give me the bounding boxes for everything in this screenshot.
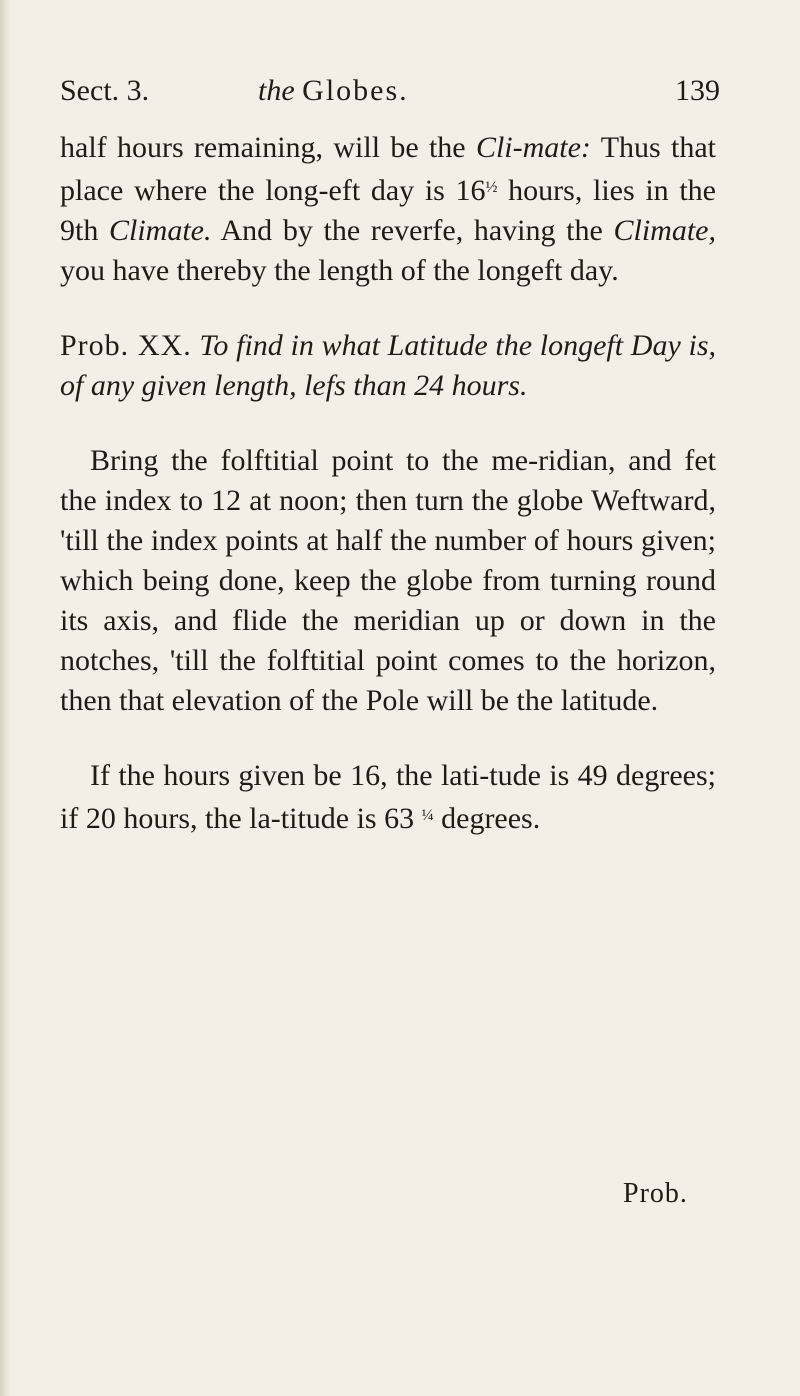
problem-label: Prob. XX. bbox=[60, 329, 192, 362]
p1-climate-word-1: Cli-mate: bbox=[475, 131, 591, 164]
problem-heading bbox=[60, 326, 716, 406]
p3-text-b: degrees. bbox=[433, 802, 541, 835]
p1-text-e: you have thereby the length of the longeft day. bbox=[60, 254, 619, 287]
page-edge-shadow bbox=[0, 0, 10, 1396]
page-body bbox=[60, 128, 716, 839]
catchword: Prob. bbox=[623, 1178, 688, 1209]
page-number: 139 bbox=[675, 74, 720, 107]
p1-fraction: ½ bbox=[485, 179, 498, 196]
paragraph-example bbox=[60, 756, 716, 839]
running-title bbox=[258, 74, 409, 108]
p1-text-b: Thus that place where the long-eft day is 16 bbox=[60, 131, 716, 207]
running-header bbox=[60, 74, 720, 114]
p3-text-a: If the hours given be 16, the lati-tude is 49 degrees; if 20 hours, the la-titude is 63 bbox=[60, 759, 716, 835]
running-title-the: the bbox=[258, 74, 295, 107]
section-label: Sect. 3. bbox=[60, 74, 150, 107]
problem-title: To find in what Latitude the longeft Day is, of any given length, lefs than 24 hours. bbox=[60, 329, 717, 402]
p1-text-a: half hours remaining, will be the bbox=[60, 131, 476, 164]
p1-climate-word-2: Climate. bbox=[109, 214, 212, 247]
p1-climate-word-3: Climate, bbox=[613, 214, 716, 247]
p1-text-d: And by the reverfe, having the bbox=[211, 214, 614, 247]
p3-fraction: ¼ bbox=[421, 807, 434, 824]
paragraph-climate bbox=[60, 128, 716, 291]
paragraph-instructions: Bring the folftitial point to the me-ridian, and fet the index to 12 at noon; then turn the globe Weftward, 'till the index points at half the number of hours given; which being done, keep the globe from turning round its axis, and flide the meridian up or down in the notches, 'till the folftitial point comes to the horizon, then that elevation of the Pole will be the latitude. bbox=[60, 444, 716, 717]
p1-text-c: hours, lies in the 9th bbox=[60, 174, 716, 247]
running-title-globes: Globes. bbox=[302, 74, 409, 107]
